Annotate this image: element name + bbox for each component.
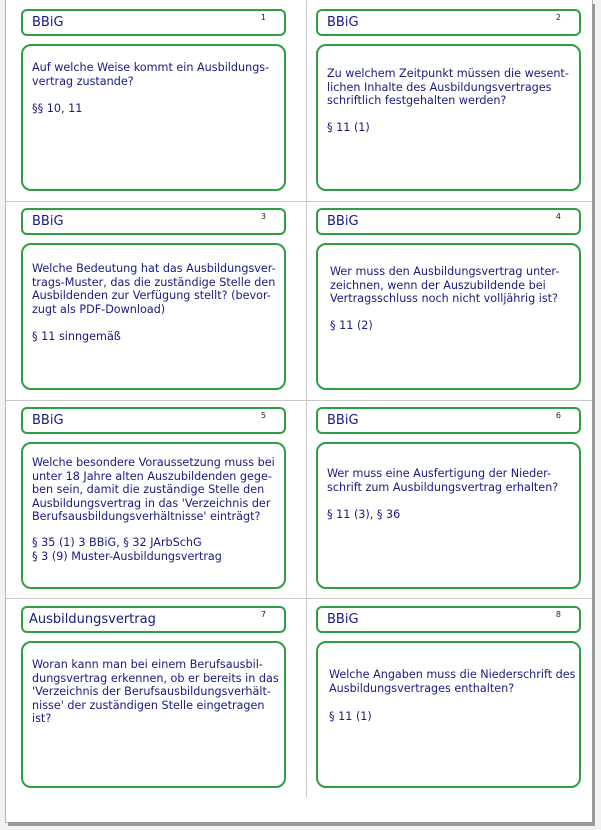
row-divider [6, 201, 592, 202]
card-number: 8 [555, 610, 561, 619]
card-header [316, 407, 581, 434]
card-answer: § 35 (1) 3 BBiG, § 32 JArbSchG § 3 (9) Muster-Ausbildungsvertrag [32, 536, 222, 563]
card-question: Welche Angaben muss die Niederschrift des Ausbildungsvertrages enthalten? [329, 668, 576, 695]
card-number: 1 [260, 13, 266, 22]
card-header [21, 208, 286, 235]
card-number: 4 [555, 212, 561, 221]
card-title: BBiG [327, 612, 359, 627]
card-header [21, 606, 286, 633]
card-body [316, 442, 581, 589]
card-answer: § 11 (2) [330, 319, 373, 332]
card-header [316, 208, 581, 235]
row-divider [6, 400, 592, 401]
card-title: BBiG [32, 413, 64, 428]
card-body [316, 243, 581, 390]
column-divider [306, 0, 307, 797]
card-question: Welche besondere Voraussetzung muss bei unter 18 Jahre alten Auszubildenden gege- ben sein, damit die zuständige Stelle den Ausbildungsvertrag in das 'Verzeichnis der Berufsausbildungsverhältnisse' einträgt? [32, 456, 275, 524]
card-answer: § 11 (1) [327, 121, 370, 134]
card-body [21, 641, 286, 788]
card-body [21, 442, 286, 589]
card-header [21, 407, 286, 434]
card-question: Zu welchem Zeitpunkt müssen die wesent- lichen Inhalte des Ausbildungsvertrages schriftlich festgehalten werden? [327, 67, 569, 108]
card-body [21, 44, 286, 191]
card-question: Welche Bedeutung hat das Ausbildungsver- trags-Muster, das die zuständige Stelle den Ausbildenden zur Verfügung stellt? (bevor- zugt als PDF-Download) [32, 262, 276, 316]
card-number: 2 [555, 13, 561, 22]
card-title: BBiG [327, 413, 359, 428]
page-shadow [592, 4, 595, 826]
card-title: BBiG [327, 15, 359, 30]
row-divider [6, 598, 592, 599]
card-number: 3 [260, 212, 266, 221]
card-question: Wer muss den Ausbildungsvertrag unter- zeichnen, wenn der Auszubildende bei Vertragsschluss noch nicht volljährig ist? [330, 265, 560, 306]
card-question: Woran kann man bei einem Berufsausbil- dungsvertrag erkennen, ob er bereits in das 'Verzeichnis der Berufsausbildungsverhält- nisse' der zuständigen Stelle eingetragen ist? [32, 658, 279, 726]
card-answer: § 11 sinngemäß [32, 330, 121, 343]
card-title: BBiG [32, 214, 64, 229]
card-question: Auf welche Weise kommt ein Ausbildungs- vertrag zustande? [32, 61, 270, 88]
card-number: 7 [260, 610, 266, 619]
card-question: Wer muss eine Ausfertigung der Nieder- schrift zum Ausbildungsvertrag erhalten? [327, 467, 559, 494]
card-answer: § 11 (3), § 36 [327, 508, 401, 521]
card-title: BBiG [32, 15, 64, 30]
card-body [316, 641, 581, 788]
card-title: BBiG [327, 214, 359, 229]
card-body [316, 44, 581, 191]
document-page [5, 0, 593, 823]
card-title: Ausbildungsvertrag [29, 612, 156, 627]
card-header [316, 9, 581, 36]
page-shadow [8, 822, 594, 826]
card-header [21, 9, 286, 36]
card-answer: §§ 10, 11 [32, 102, 83, 115]
card-number: 6 [555, 411, 561, 420]
card-number: 5 [260, 411, 266, 420]
card-body [21, 243, 286, 390]
card-answer: § 11 (1) [329, 710, 372, 723]
card-header [316, 606, 581, 633]
